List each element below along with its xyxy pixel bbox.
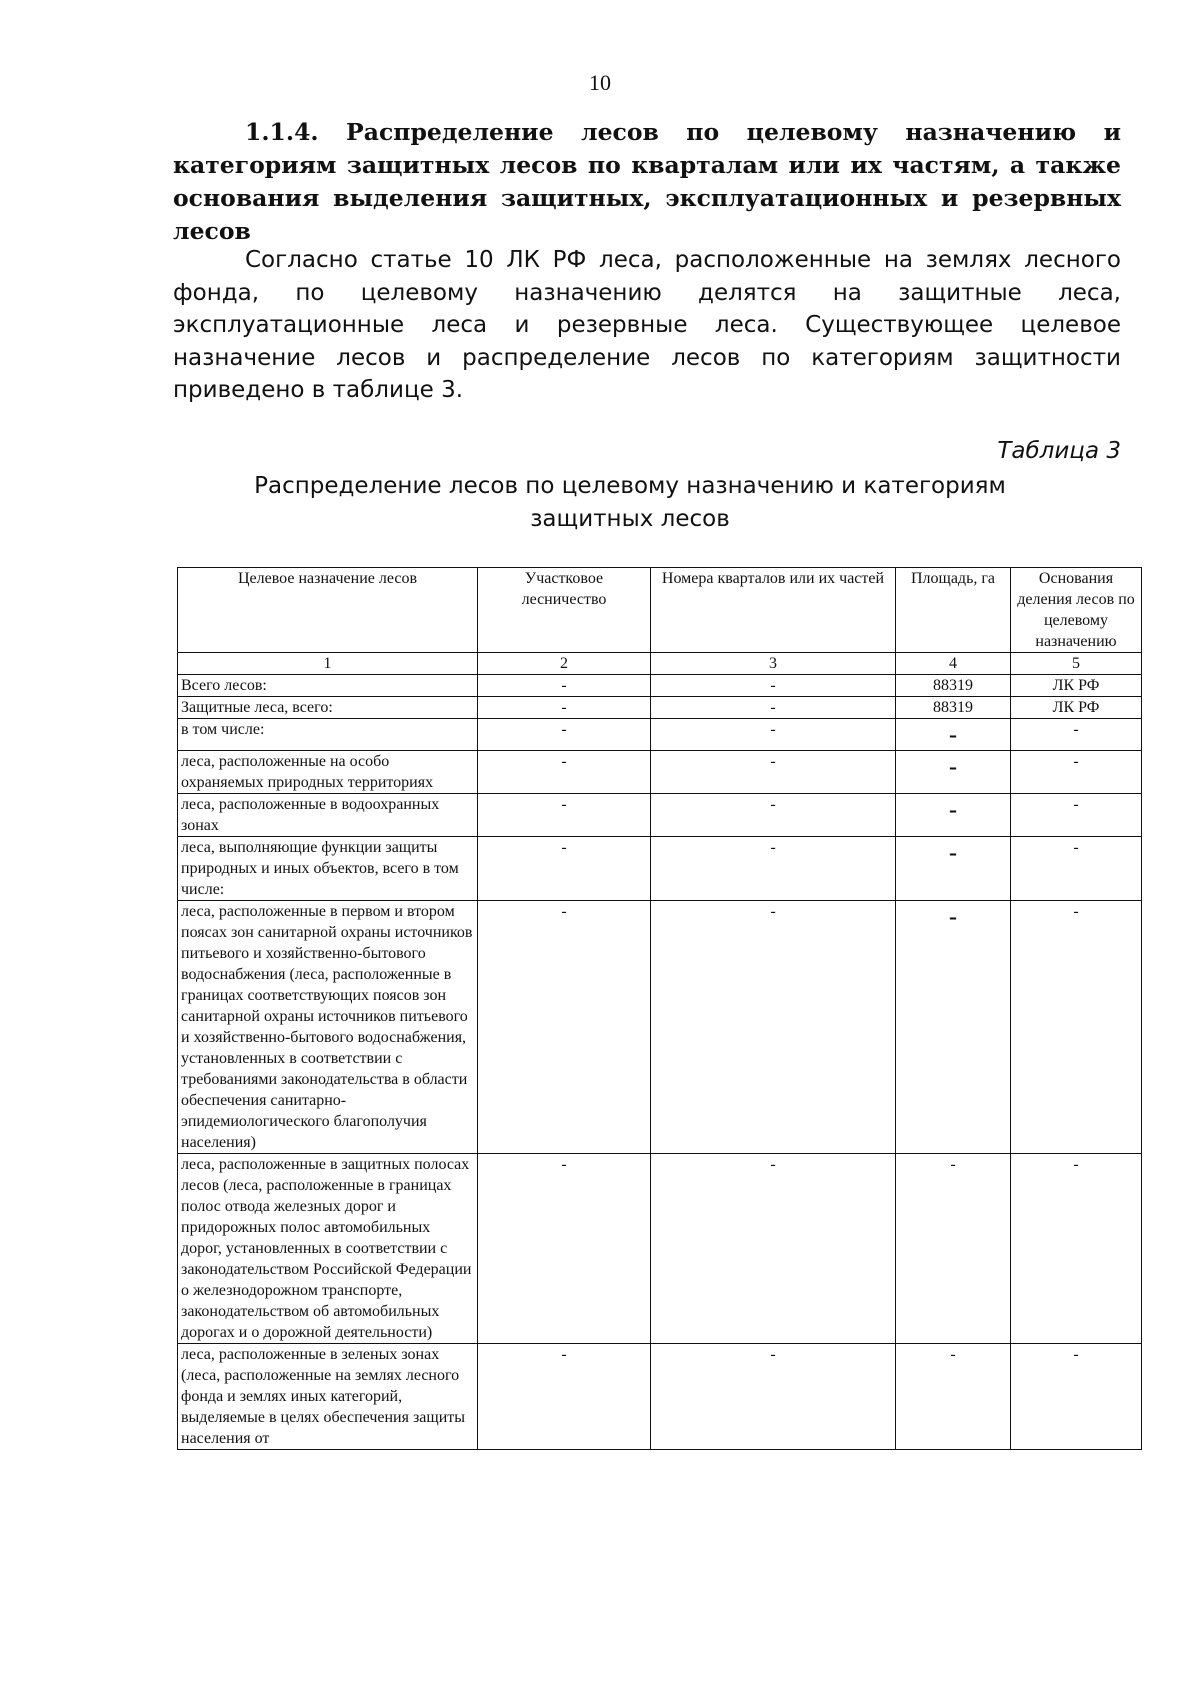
row-purpose-cell: леса, расположенные в первом и втором поясах зон санитарной охраны источников питьевого и хозяйственно-бытового водоснабжения (леса, расположенные в границах соответствующих поясов зон санитарной охраны источников питьевого и хозяйственно-бытового водоснабжения, установленных в соответствии с требованиями законодательства в области обеспечения санитарно-эпидемиологического благополучия населения) (178, 901, 478, 1154)
row-district-cell: - (478, 901, 651, 1154)
row-basis-cell: - (1011, 751, 1142, 794)
header-district: Участковое лесничество (478, 568, 651, 653)
row-basis-cell: - (1011, 794, 1142, 837)
row-purpose-cell: в том числе: (178, 719, 478, 751)
area-dash: – (949, 844, 957, 863)
row-district-cell: - (478, 1344, 651, 1450)
row-area-cell (896, 794, 1011, 837)
header-area: Площадь, га (896, 568, 1011, 653)
row-purpose-cell (178, 1344, 478, 1450)
column-number: 3 (651, 653, 896, 675)
row-basis-cell: - (1011, 1344, 1142, 1450)
row-quarters-cell: - (651, 675, 896, 697)
table-row (178, 697, 1142, 719)
row-district-cell: - (478, 1154, 651, 1344)
table-row (178, 1154, 1142, 1344)
row-quarters-cell: - (651, 751, 896, 794)
row-area-cell: 88319 (896, 697, 1011, 719)
row-purpose-cell: леса, расположенные в водоохранных зонах (178, 794, 478, 837)
body-paragraph: Согласно статье 10 ЛК РФ леса, расположенные на землях лесного фонда, по целевому назначению делятся на защитные леса, эксплуатационные леса и резервные леса. Существующее целевое назначение лесов и распределение лесов по категориям защитности приведено в таблице 3. (173, 247, 1121, 403)
row-area-cell (896, 719, 1011, 751)
table-row (178, 1344, 1142, 1450)
row-district-cell: - (478, 675, 651, 697)
column-number: 4 (896, 653, 1011, 675)
row-purpose-cell: Защитные леса, всего: (178, 697, 478, 719)
column-number: 2 (478, 653, 651, 675)
header-quarters: Номера кварталов или их частей (651, 568, 896, 653)
row-basis-cell: - (1011, 837, 1142, 901)
header-purpose: Целевое назначение лесов (178, 568, 478, 653)
row-quarters-cell: - (651, 837, 896, 901)
row-area-cell (896, 837, 1011, 901)
row-quarters-cell: - (651, 901, 896, 1154)
area-dash: – (949, 801, 957, 820)
table-title (240, 470, 1020, 536)
row-district-cell: - (478, 794, 651, 837)
column-number-row (178, 653, 1142, 675)
table-title-line-1: Распределение лесов по целевому назначению и категориям (254, 473, 1006, 499)
row-purpose-cell: леса, выполняющие функции защиты природных и иных объектов, всего в том числе: (178, 837, 478, 901)
row-basis-cell: - (1011, 719, 1142, 751)
row-basis-cell: ЛК РФ (1011, 675, 1142, 697)
table-header-row (178, 568, 1142, 653)
row-area-cell: - (896, 1154, 1011, 1344)
table-row (178, 675, 1142, 697)
row-basis-cell: - (1011, 1154, 1142, 1344)
row-area-cell (896, 751, 1011, 794)
row-quarters-cell: - (651, 794, 896, 837)
section-heading: 1.1.4. Распределение лесов по целевому назначению и категориям защитных лесов по кварталам или их частям, а также основания выделения защитных, эксплуатационных и резервных лесов (173, 118, 1121, 245)
table-row (178, 837, 1142, 901)
row-purpose-line: (леса, расположенные на землях лесного фонда и землях иных категорий, выделяемые в целях обеспечения защиты населения от (181, 1367, 466, 1447)
row-area-cell: 88319 (896, 675, 1011, 697)
row-quarters-cell: - (651, 1344, 896, 1450)
forest-distribution-table (177, 567, 1142, 1450)
row-purpose-cell: леса, расположенные на особо охраняемых природных территориях (178, 751, 478, 794)
row-area-cell: - (896, 1344, 1011, 1450)
row-purpose-line: леса, расположенные в зеленых зонах (181, 1346, 440, 1363)
column-number: 1 (178, 653, 478, 675)
table-row (178, 719, 1142, 751)
row-quarters-cell: - (651, 1154, 896, 1344)
row-purpose-cell: Всего лесов: (178, 675, 478, 697)
table-row (178, 794, 1142, 837)
row-district-cell: - (478, 837, 651, 901)
column-number: 5 (1011, 653, 1142, 675)
header-basis: Основания деления лесов по целевому назначению (1011, 568, 1142, 653)
row-purpose-cell: леса, расположенные в защитных полосах лесов (леса, расположенные в границах полос отвода железных дорог и придорожных полос автомобильных дорог, установленных в соответствии с законодательством Российской Федерации о железнодорожном транспорте, законодательством об автомобильных дорогах и о дорожной деятельности) (178, 1154, 478, 1344)
row-district-cell: - (478, 697, 651, 719)
table-label: Таблица 3 (997, 438, 1121, 464)
row-basis-cell: ЛК РФ (1011, 697, 1142, 719)
table-title-line-2: защитных лесов (530, 506, 730, 532)
row-area-cell (896, 901, 1011, 1154)
row-district-cell: - (478, 751, 651, 794)
row-district-cell: - (478, 719, 651, 751)
row-quarters-cell: - (651, 719, 896, 751)
row-basis-cell: - (1011, 901, 1142, 1154)
row-quarters-cell: - (651, 697, 896, 719)
page-number: 10 (589, 70, 611, 95)
table-row (178, 751, 1142, 794)
area-dash: – (949, 758, 957, 777)
area-dash: – (949, 726, 957, 745)
area-dash: – (949, 908, 957, 927)
table-row (178, 901, 1142, 1154)
